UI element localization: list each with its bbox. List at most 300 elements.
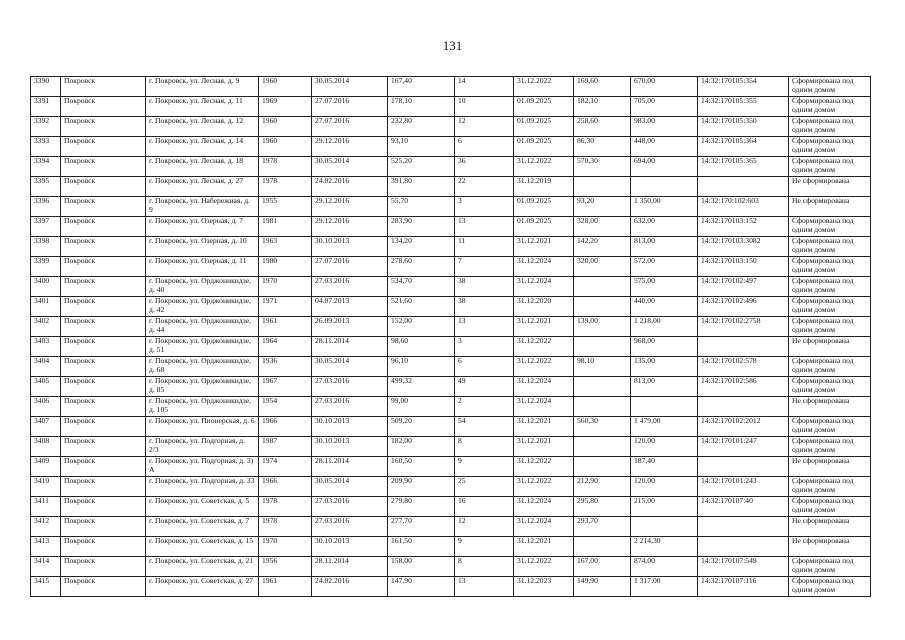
cell-value-1: 212,90 <box>574 477 631 497</box>
cell-address: г. Покровск, ул. Подгорная, д. 2/3 <box>146 437 259 457</box>
cell-area: 391,80 <box>388 177 455 197</box>
cell-address: г. Покровск, ул. Озерная, д. 7 <box>146 217 259 237</box>
cell-cadastral-number <box>698 337 789 357</box>
cell-value-2: 120,00 <box>631 437 698 457</box>
cell-status: Не сформирована <box>789 457 871 477</box>
cell-deadline: 31.12.2021 <box>514 417 574 437</box>
cell-date: 24.02.2016 <box>312 177 388 197</box>
cell-residents: 11 <box>455 237 514 257</box>
cell-build-year: 1966 <box>259 417 312 437</box>
cell-residents: 2 <box>455 397 514 417</box>
cell-date: 30.05.2014 <box>312 157 388 177</box>
page-number: 131 <box>442 38 463 53</box>
cell-residents: 12 <box>455 117 514 137</box>
cell-settlement: Покровск <box>61 117 146 137</box>
cell-value-2: 968,00 <box>631 337 698 357</box>
cell-build-year: 1971 <box>259 297 312 317</box>
cell-address: г. Покровск, ул. Подгорная, д. 3) А <box>146 457 259 477</box>
cell-date: 27.07.2016 <box>312 257 388 277</box>
table-row <box>31 237 871 257</box>
cell-residents: 10 <box>455 97 514 117</box>
cell-date: 30.10.2013 <box>312 437 388 457</box>
cell-settlement: Покровск <box>61 557 146 577</box>
cell-address: г. Покровск, ул. Пионерская, д. 6 <box>146 417 259 437</box>
cell-row-number: 3401 <box>31 297 61 317</box>
cell-area: 161,50 <box>388 537 455 557</box>
cell-deadline: 31.12.2022 <box>514 557 574 577</box>
cell-row-number: 3405 <box>31 377 61 397</box>
cell-build-year: 1967 <box>259 377 312 397</box>
cell-build-year: 1960 <box>259 117 312 137</box>
cell-date: 26.09.2013 <box>312 317 388 337</box>
cell-settlement: Покровск <box>61 97 146 117</box>
cell-status: Сформирована под одним домом <box>789 157 871 177</box>
cell-value-1 <box>574 457 631 477</box>
cell-row-number: 3390 <box>31 77 61 97</box>
cell-cadastral-number: 14:32:170107:549 <box>698 557 789 577</box>
cell-date: 27.07.2016 <box>312 97 388 117</box>
cell-value-2: 2 214,30 <box>631 537 698 557</box>
cell-residents: 16 <box>455 497 514 517</box>
table-row <box>31 117 871 137</box>
cell-area: 209,90 <box>388 477 455 497</box>
cell-value-2: 874,00 <box>631 557 698 577</box>
cell-cadastral-number: 14:32:170101:243 <box>698 477 789 497</box>
cell-value-1 <box>574 437 631 457</box>
cell-value-2: 1 350,00 <box>631 197 698 217</box>
cell-value-1: 167,00 <box>574 557 631 577</box>
cell-value-2: 575,00 <box>631 277 698 297</box>
cell-build-year: 1955 <box>259 197 312 217</box>
table-row <box>31 157 871 177</box>
cell-status: Не сформирована <box>789 397 871 417</box>
cell-residents: 7 <box>455 257 514 277</box>
table-row <box>31 177 871 197</box>
cell-area: 152,00 <box>388 317 455 337</box>
cell-row-number: 3393 <box>31 137 61 157</box>
cell-settlement: Покровск <box>61 237 146 257</box>
table-row <box>31 297 871 317</box>
cell-settlement: Покровск <box>61 477 146 497</box>
cell-area: 55,70 <box>388 197 455 217</box>
cell-status: Сформирована под одним домом <box>789 557 871 577</box>
cell-value-1: 570,30 <box>574 157 631 177</box>
registry-table-body <box>31 77 871 597</box>
cell-residents: 8 <box>455 557 514 577</box>
cell-status: Сформирована под одним домом <box>789 77 871 97</box>
cell-date: 28.11.2014 <box>312 457 388 477</box>
table-row <box>31 97 871 117</box>
cell-area: 167,40 <box>388 77 455 97</box>
table-row <box>31 517 871 537</box>
cell-deadline: 31.12.2021 <box>514 237 574 257</box>
cell-status: Сформирована под одним домом <box>789 437 871 457</box>
cell-value-1: 142,20 <box>574 237 631 257</box>
cell-row-number: 3408 <box>31 437 61 457</box>
cell-cadastral-number: 14:32:170105:350 <box>698 117 789 137</box>
cell-residents: 3 <box>455 197 514 217</box>
cell-deadline: 31.12.2024 <box>514 257 574 277</box>
cell-area: 277,70 <box>388 517 455 537</box>
cell-address: г. Покровск, ул. Советская, д. 5 <box>146 497 259 517</box>
cell-date: 30.05.2014 <box>312 357 388 377</box>
cell-deadline: 01.09.2025 <box>514 197 574 217</box>
cell-value-2: 572,00 <box>631 257 698 277</box>
table-row <box>31 577 871 597</box>
cell-address: г. Покровск, ул. Орджоникидзе, д. 44 <box>146 317 259 337</box>
cell-settlement: Покровск <box>61 497 146 517</box>
cell-area: 134,20 <box>388 237 455 257</box>
cell-area: 278,60 <box>388 257 455 277</box>
cell-area: 521,60 <box>388 297 455 317</box>
cell-cadastral-number: 14:32:170105:355 <box>698 97 789 117</box>
cell-value-2: 1 218,00 <box>631 317 698 337</box>
cell-area: 98,60 <box>388 337 455 357</box>
cell-value-1: 182,10 <box>574 97 631 117</box>
cell-status: Сформирована под одним домом <box>789 317 871 337</box>
cell-value-1: 139,00 <box>574 317 631 337</box>
cell-status: Сформирована под одним домом <box>789 137 871 157</box>
cell-status: Сформирована под одним домом <box>789 117 871 137</box>
cell-residents: 14 <box>455 77 514 97</box>
cell-address: г. Покровск, ул. Озерная, д. 10 <box>146 237 259 257</box>
cell-build-year: 1960 <box>259 137 312 157</box>
cell-date: 30.05.2014 <box>312 77 388 97</box>
cell-status: Не сформирована <box>789 197 871 217</box>
cell-residents: 3 <box>455 337 514 357</box>
cell-address: г. Покровск, ул. Советская, д. 7 <box>146 517 259 537</box>
cell-address: г. Покровск, ул. Озерная, д. 11 <box>146 257 259 277</box>
cell-status: Сформирована под одним домом <box>789 257 871 277</box>
cell-cadastral-number <box>698 177 789 197</box>
cell-address: г. Покровск, ул. Орджоникидзе, д. 68 <box>146 357 259 377</box>
cell-cadastral-number: 14:32:170101:247 <box>698 437 789 457</box>
cell-settlement: Покровск <box>61 177 146 197</box>
table-row <box>31 497 871 517</box>
cell-value-1 <box>574 377 631 397</box>
cell-status: Сформирована под одним домом <box>789 237 871 257</box>
cell-deadline: 31.12.2022 <box>514 457 574 477</box>
cell-value-2 <box>631 517 698 537</box>
table-row <box>31 337 871 357</box>
cell-address: г. Покровск, ул. Советская, д. 21 <box>146 557 259 577</box>
cell-value-2 <box>631 177 698 197</box>
cell-settlement: Покровск <box>61 417 146 437</box>
table-row <box>31 137 871 157</box>
cell-cadastral-number: 14:32:170102:578 <box>698 357 789 377</box>
cell-settlement: Покровск <box>61 537 146 557</box>
cell-date: 30.10.2013 <box>312 237 388 257</box>
table-row <box>31 537 871 557</box>
cell-cadastral-number: 14:32:170103:3082 <box>698 237 789 257</box>
table-row <box>31 277 871 297</box>
cell-value-1 <box>574 337 631 357</box>
cell-area: 99,00 <box>388 397 455 417</box>
cell-cadastral-number: 14:32:170102:497 <box>698 277 789 297</box>
cell-value-1: 86,30 <box>574 137 631 157</box>
cell-date: 27.03.2016 <box>312 397 388 417</box>
cell-residents: 25 <box>455 477 514 497</box>
cell-date: 27.07.2016 <box>312 117 388 137</box>
cell-address: г. Покровск, ул. Лесная, д. 12 <box>146 117 259 137</box>
cell-settlement: Покровск <box>61 397 146 417</box>
cell-row-number: 3411 <box>31 497 61 517</box>
cell-date: 28.11.2014 <box>312 557 388 577</box>
cell-address: г. Покровск, ул. Лесная, д. 14 <box>146 137 259 157</box>
cell-deadline: 31.12.2019 <box>514 177 574 197</box>
cell-build-year: 1978 <box>259 177 312 197</box>
cell-date: 30.10.2013 <box>312 417 388 437</box>
cell-value-1 <box>574 277 631 297</box>
cell-date: 27.03.2016 <box>312 277 388 297</box>
cell-row-number: 3400 <box>31 277 61 297</box>
registry-table <box>30 76 871 597</box>
cell-build-year: 1969 <box>259 97 312 117</box>
table-row <box>31 217 871 237</box>
cell-area: 499,32 <box>388 377 455 397</box>
cell-residents: 6 <box>455 357 514 377</box>
cell-status: Сформирована под одним домом <box>789 477 871 497</box>
cell-value-1: 560,30 <box>574 417 631 437</box>
cell-build-year: 1966 <box>259 477 312 497</box>
cell-build-year: 1961 <box>259 577 312 597</box>
cell-residents: 6 <box>455 137 514 157</box>
cell-deadline: 31.12.2024 <box>514 397 574 417</box>
cell-row-number: 3414 <box>31 557 61 577</box>
cell-settlement: Покровск <box>61 317 146 337</box>
cell-build-year: 1960 <box>259 77 312 97</box>
cell-build-year: 1936 <box>259 357 312 377</box>
cell-residents: 22 <box>455 177 514 197</box>
cell-area: 93,10 <box>388 137 455 157</box>
cell-cadastral-number: 14:32:170103:152 <box>698 217 789 237</box>
cell-value-2 <box>631 397 698 417</box>
cell-deadline: 01.09.2025 <box>514 117 574 137</box>
cell-deadline: 31.12.2021 <box>514 437 574 457</box>
table-row <box>31 197 871 217</box>
cell-date: 29.12.2016 <box>312 217 388 237</box>
table-row <box>31 317 871 337</box>
cell-cadastral-number: 14:32:170102:2012 <box>698 417 789 437</box>
cell-deadline: 31.12.2022 <box>514 157 574 177</box>
cell-date: 29.12.2016 <box>312 137 388 157</box>
cell-settlement: Покровск <box>61 517 146 537</box>
cell-residents: 13 <box>455 217 514 237</box>
cell-residents: 13 <box>455 577 514 597</box>
cell-value-1: 293,70 <box>574 517 631 537</box>
cell-date: 27.03.2016 <box>312 517 388 537</box>
cell-date: 04.07.2013 <box>312 297 388 317</box>
cell-address: г. Покровск, ул. Орджоникидзе, д. 51 <box>146 337 259 357</box>
cell-deadline: 31.12.2024 <box>514 517 574 537</box>
cell-area: 160,50 <box>388 457 455 477</box>
cell-value-2: 187,40 <box>631 457 698 477</box>
cell-value-2: 813,00 <box>631 237 698 257</box>
cell-row-number: 3403 <box>31 337 61 357</box>
cell-status: Сформирована под одним домом <box>789 357 871 377</box>
cell-cadastral-number: 14:32:170102:586 <box>698 377 789 397</box>
cell-residents: 9 <box>455 537 514 557</box>
cell-settlement: Покровск <box>61 197 146 217</box>
cell-build-year: 1978 <box>259 157 312 177</box>
cell-cadastral-number <box>698 517 789 537</box>
cell-value-2: 813,00 <box>631 377 698 397</box>
cell-address: г. Покровск, ул. Орджоникидзе, д. 105 <box>146 397 259 417</box>
cell-settlement: Покровск <box>61 377 146 397</box>
cell-settlement: Покровск <box>61 577 146 597</box>
cell-address: г. Покровск, ул. Набережная, д. 9 <box>146 197 259 217</box>
table-row <box>31 257 871 277</box>
cell-row-number: 3399 <box>31 257 61 277</box>
cell-row-number: 3397 <box>31 217 61 237</box>
cell-area: 279,80 <box>388 497 455 517</box>
cell-build-year: 1970 <box>259 277 312 297</box>
cell-area: 178,10 <box>388 97 455 117</box>
cell-row-number: 3396 <box>31 197 61 217</box>
cell-settlement: Покровск <box>61 297 146 317</box>
cell-deadline: 31.12.2022 <box>514 477 574 497</box>
cell-settlement: Покровск <box>61 217 146 237</box>
cell-residents: 8 <box>455 437 514 457</box>
cell-row-number: 3415 <box>31 577 61 597</box>
cell-row-number: 3404 <box>31 357 61 377</box>
cell-date: 24.02.2016 <box>312 577 388 597</box>
table-row <box>31 357 871 377</box>
cell-row-number: 3394 <box>31 157 61 177</box>
cell-area: 158,00 <box>388 557 455 577</box>
cell-build-year: 1974 <box>259 457 312 477</box>
cell-settlement: Покровск <box>61 437 146 457</box>
table-row <box>31 477 871 497</box>
cell-row-number: 3391 <box>31 97 61 117</box>
cell-date: 27.03.2016 <box>312 377 388 397</box>
cell-area: 232,80 <box>388 117 455 137</box>
table-row <box>31 417 871 437</box>
cell-row-number: 3395 <box>31 177 61 197</box>
cell-build-year: 1981 <box>259 217 312 237</box>
cell-cadastral-number: 14:32:170107:116 <box>698 577 789 597</box>
cell-residents: 49 <box>455 377 514 397</box>
cell-value-2: 120,00 <box>631 477 698 497</box>
cell-build-year: 1978 <box>259 497 312 517</box>
cell-value-2: 694,00 <box>631 157 698 177</box>
cell-status: Не сформирована <box>789 517 871 537</box>
cell-value-2: 670,00 <box>631 77 698 97</box>
cell-value-1: 149,90 <box>574 577 631 597</box>
table-row <box>31 557 871 577</box>
cell-status: Сформирована под одним домом <box>789 97 871 117</box>
cell-row-number: 3406 <box>31 397 61 417</box>
cell-build-year: 1978 <box>259 517 312 537</box>
cell-status: Не сформирована <box>789 337 871 357</box>
cell-row-number: 3407 <box>31 417 61 437</box>
cell-value-2: 705,00 <box>631 97 698 117</box>
cell-row-number: 3413 <box>31 537 61 557</box>
cell-build-year: 1970 <box>259 537 312 557</box>
cell-value-2: 448,00 <box>631 137 698 157</box>
cell-settlement: Покровск <box>61 77 146 97</box>
cell-value-1: 320,00 <box>574 257 631 277</box>
cell-address: г. Покровск, ул. Лесная, д. 18 <box>146 157 259 177</box>
cell-build-year: 1964 <box>259 337 312 357</box>
cell-date: 30.10.2013 <box>312 537 388 557</box>
table-row <box>31 377 871 397</box>
cell-deadline: 01.09.2025 <box>514 137 574 157</box>
cell-cadastral-number: 14:32:170105:364 <box>698 137 789 157</box>
cell-value-2: 983,00 <box>631 117 698 137</box>
table-row <box>31 397 871 417</box>
cell-residents: 13 <box>455 317 514 337</box>
cell-deadline: 31.12.2024 <box>514 497 574 517</box>
cell-address: г. Покровск, ул. Подгорная, д. 33 <box>146 477 259 497</box>
cell-status: Не сформирована <box>789 537 871 557</box>
cell-deadline: 31.12.2022 <box>514 77 574 97</box>
cell-settlement: Покровск <box>61 137 146 157</box>
cell-value-2: 632,00 <box>631 217 698 237</box>
cell-address: г. Покровск, ул. Орджоникидзе, д. 85 <box>146 377 259 397</box>
cell-deadline: 31.12.2020 <box>514 297 574 317</box>
cell-row-number: 3402 <box>31 317 61 337</box>
cell-status: Сформирована под одним домом <box>789 577 871 597</box>
cell-value-1: 258,60 <box>574 117 631 137</box>
cell-area: 147,90 <box>388 577 455 597</box>
cell-area: 283,90 <box>388 217 455 237</box>
cell-residents: 9 <box>455 457 514 477</box>
cell-value-1: 295,80 <box>574 497 631 517</box>
cell-build-year: 1954 <box>259 397 312 417</box>
cell-value-1: 98,10 <box>574 357 631 377</box>
cell-settlement: Покровск <box>61 277 146 297</box>
cell-cadastral-number: 14:32:170102:496 <box>698 297 789 317</box>
cell-settlement: Покровск <box>61 257 146 277</box>
cell-value-2: 1 479,00 <box>631 417 698 437</box>
cell-address: г. Покровск, ул. Лесная, д. 27 <box>146 177 259 197</box>
cell-row-number: 3410 <box>31 477 61 497</box>
cell-cadastral-number: 14:32:170107:40 <box>698 497 789 517</box>
cell-address: г. Покровск, ул. Лесная, д. 11 <box>146 97 259 117</box>
cell-cadastral-number: 14:32:170:102:603 <box>698 197 789 217</box>
table-row <box>31 77 871 97</box>
cell-value-1 <box>574 297 631 317</box>
cell-date: 29.12.2016 <box>312 197 388 217</box>
cell-settlement: Покровск <box>61 357 146 377</box>
cell-status: Сформирована под одним домом <box>789 377 871 397</box>
cell-deadline: 31.12.2022 <box>514 357 574 377</box>
cell-value-1 <box>574 397 631 417</box>
cell-address: г. Покровск, ул. Орджоникидзе, д. 40 <box>146 277 259 297</box>
cell-build-year: 1963 <box>259 237 312 257</box>
cell-address: г. Покровск, ул. Лесная, д. 9 <box>146 77 259 97</box>
cell-area: 534,70 <box>388 277 455 297</box>
cell-residents: 12 <box>455 517 514 537</box>
cell-value-1: 328,00 <box>574 217 631 237</box>
cell-row-number: 3412 <box>31 517 61 537</box>
cell-deadline: 31.12.2022 <box>514 337 574 357</box>
cell-area: 182,00 <box>388 437 455 457</box>
cell-value-2: 440,00 <box>631 297 698 317</box>
cell-row-number: 3392 <box>31 117 61 137</box>
cell-date: 28.11.2014 <box>312 337 388 357</box>
cell-build-year: 1956 <box>259 557 312 577</box>
cell-build-year: 1980 <box>259 257 312 277</box>
table-row <box>31 437 871 457</box>
cell-cadastral-number <box>698 457 789 477</box>
cell-settlement: Покровск <box>61 157 146 177</box>
cell-residents: 54 <box>455 417 514 437</box>
cell-value-2: 135,00 <box>631 357 698 377</box>
cell-deadline: 31.12.2021 <box>514 317 574 337</box>
cell-status: Не сформирована <box>789 177 871 197</box>
